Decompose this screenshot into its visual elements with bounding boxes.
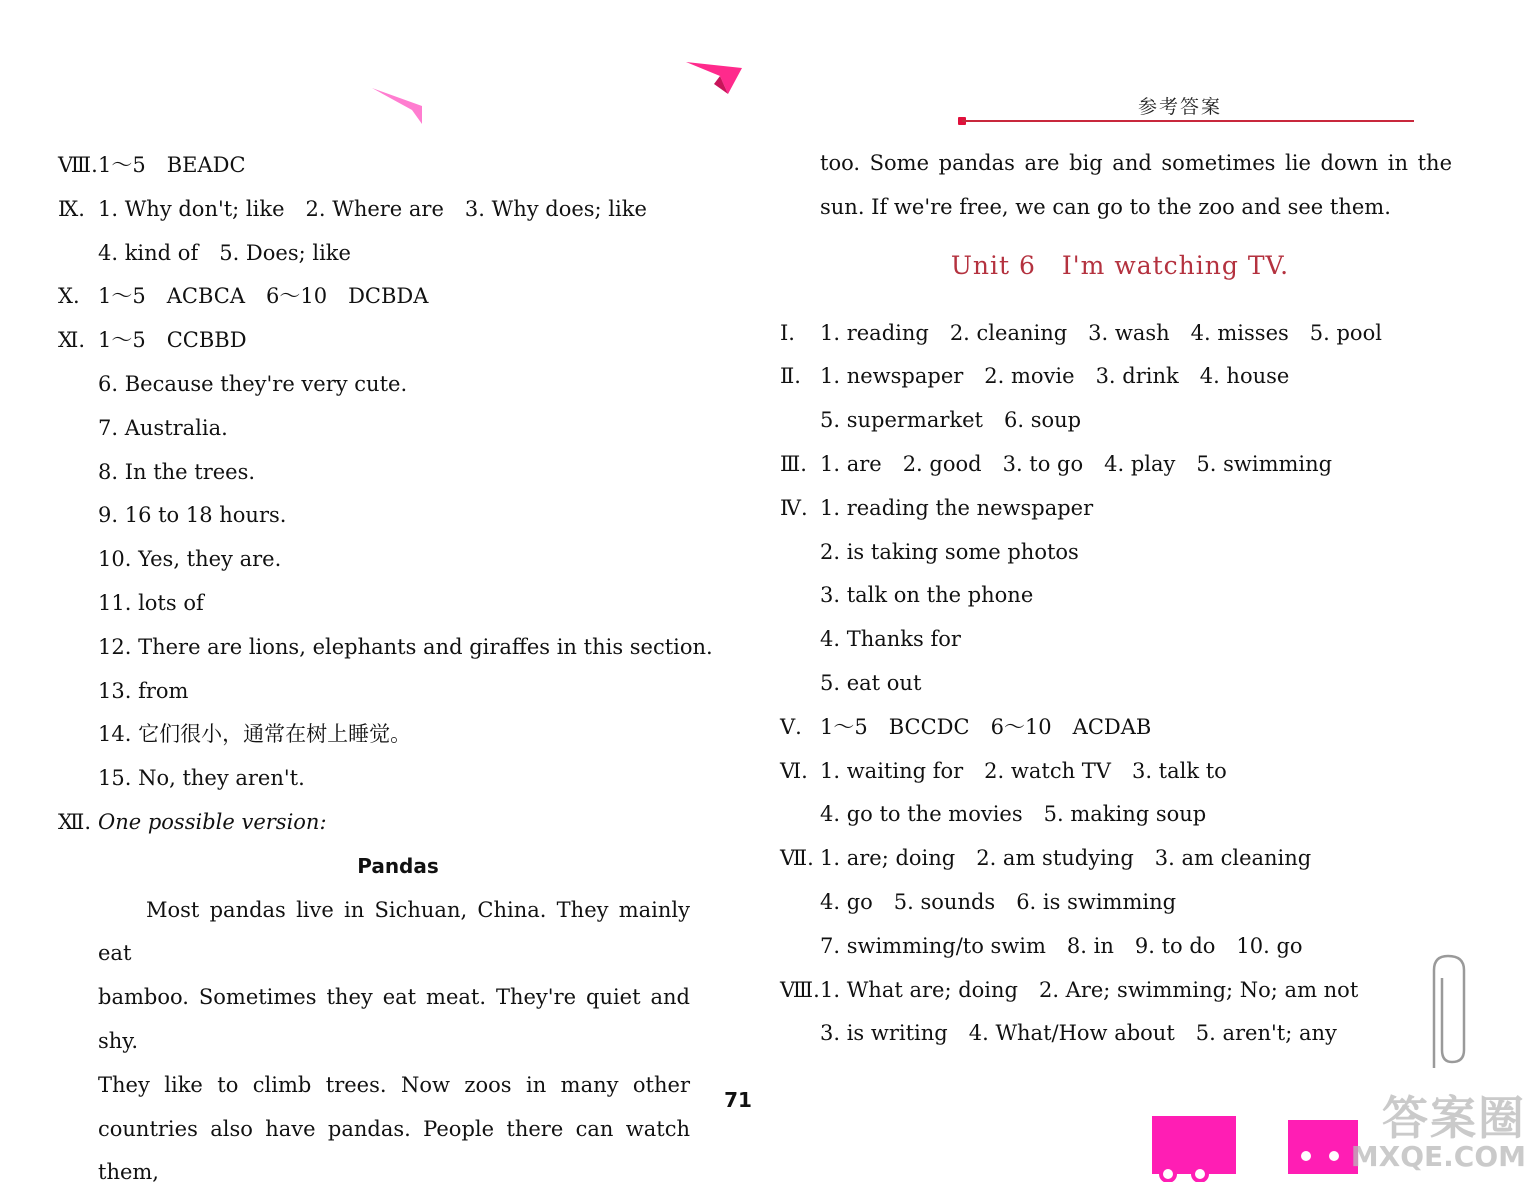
section-number: Ⅷ. — [780, 977, 820, 1002]
section-number: Ⅸ. — [58, 196, 85, 221]
answer-line: 1. reading the newspaper — [820, 495, 1094, 520]
answer-line: 9. 16 to 18 hours. — [98, 503, 287, 528]
answer-line: 11. lots of — [98, 590, 204, 615]
answer-line: 4. kind of 5. Does; like — [98, 240, 351, 265]
answer-line: 3. talk on the phone — [820, 583, 1034, 608]
section-number: Ⅵ. — [780, 758, 808, 783]
answer-line: 10. Yes, they are. — [98, 547, 282, 572]
answer-line: 5. supermarket 6. soup — [820, 408, 1082, 433]
answer-line: 8. In the trees. — [98, 459, 256, 484]
answer-line: 1. Why don't; like 2. Where are 3. Why does; like — [98, 196, 647, 221]
answer-section-7 — [780, 837, 1420, 881]
section-number: Ⅹ. — [58, 284, 80, 309]
answer-line: 2. is taking some photos — [820, 539, 1079, 564]
page-header-title: 参考答案 — [1137, 96, 1222, 118]
watermark-url: MXQE.COM — [1350, 1140, 1526, 1173]
answer-line: 1～5 ACBCA 6～10 DCBDA — [98, 284, 429, 309]
essay-line: Most pandas live in Sichuan, China. They mainly eat — [98, 897, 690, 966]
section-number: Ⅴ. — [780, 714, 802, 739]
answer-section-10 — [58, 275, 698, 319]
header-rule — [962, 120, 1414, 122]
answer-line: 3. is writing 4. What/How about 5. aren't; any — [820, 1021, 1337, 1046]
answer-section-3 — [780, 443, 1420, 487]
answer-line: 4. go 5. sounds 6. is swimming — [820, 889, 1177, 914]
answer-line: 7. swimming/to swim 8. in 9. to do 10. go — [820, 933, 1303, 958]
streak-decoration-icon — [372, 84, 428, 126]
section-number: Ⅻ. — [58, 809, 91, 834]
essay-line: too. Some pandas are big and sometimes lie down in the — [820, 151, 1452, 175]
essay-title: Pandas — [357, 853, 439, 878]
section-number: Ⅲ. — [780, 451, 807, 476]
answer-section-12 — [58, 801, 698, 845]
answer-line: 1～5 BEADC — [98, 153, 246, 177]
answer-section-2 — [780, 355, 1420, 399]
answer-section-5 — [780, 706, 1420, 750]
section-number: Ⅰ. — [780, 320, 795, 345]
left-column — [58, 144, 713, 1195]
essay-line: countries also have pandas. People there can watch them, — [98, 1116, 690, 1185]
sample-essay-intro: One possible version: — [98, 809, 327, 834]
answer-line: 1. newspaper 2. movie 3. drink 4. house — [820, 364, 1290, 389]
page-number: 71 — [724, 1088, 752, 1112]
section-number: Ⅶ. — [780, 846, 814, 871]
sample-essay — [98, 889, 690, 1195]
answer-line: 12. There are lions, elephants and giraffes in this section. — [98, 634, 713, 659]
answer-section-4 — [780, 487, 1420, 531]
answer-section-8-right — [780, 969, 1420, 1013]
answer-line: 1. What are; doing 2. Are; swimming; No; am not — [820, 977, 1359, 1002]
pink-blocks-decoration-icon — [1128, 1108, 1358, 1182]
right-column — [780, 142, 1452, 1056]
answer-section-1 — [780, 312, 1420, 356]
unit-heading: Unit 6 I'm watching TV. — [950, 250, 1290, 280]
watermark-logo-text: 答案圈 — [1382, 1091, 1526, 1145]
answer-line: 4. Thanks for — [820, 627, 961, 652]
answer-section-11 — [58, 319, 698, 363]
answer-line: 5. eat out — [820, 670, 922, 695]
section-number: Ⅺ. — [58, 328, 86, 353]
essay-line: They like to climb trees. Now zoos in many other — [98, 1072, 690, 1097]
answer-line: 14. 它们很小，通常在树上睡觉。 — [98, 722, 412, 747]
essay-continuation — [820, 142, 1452, 230]
essay-line: sun. If we're free, we can go to the zoo and see them. — [820, 194, 1391, 219]
answer-line: 1～5 CCBBD — [98, 328, 247, 353]
answer-line: 7. Australia. — [98, 415, 228, 440]
paper-plane-icon — [684, 58, 744, 98]
answer-line: 1. are 2. good 3. to go 4. play 5. swimming — [820, 451, 1333, 476]
section-number: Ⅳ. — [780, 495, 808, 520]
answer-line: 15. No, they aren't. — [98, 766, 305, 791]
answer-line: 1. are; doing 2. am studying 3. am cleaning — [820, 846, 1312, 871]
site-watermark — [1350, 1082, 1536, 1182]
answer-line: 6. Because they're very cute. — [98, 371, 408, 396]
section-number: Ⅱ. — [780, 364, 801, 389]
section-number: Ⅷ. — [58, 153, 98, 177]
answer-line: 13. from — [98, 678, 189, 703]
answer-line: 1. reading 2. cleaning 3. wash 4. misses 5. pool — [820, 320, 1382, 345]
answer-line: 4. go to the movies 5. making soup — [820, 802, 1207, 827]
answer-line: 1～5 BCCDC 6～10 ACDAB — [820, 714, 1152, 739]
answer-section-6 — [780, 750, 1420, 794]
answer-line: 1. waiting for 2. watch TV 3. talk to — [820, 758, 1227, 783]
answer-section-9 — [58, 188, 698, 232]
answer-section-8 — [58, 144, 698, 188]
essay-line: bamboo. Sometimes they eat meat. They're quiet and shy. — [98, 985, 690, 1053]
paper-clip-icon — [1424, 950, 1480, 1074]
